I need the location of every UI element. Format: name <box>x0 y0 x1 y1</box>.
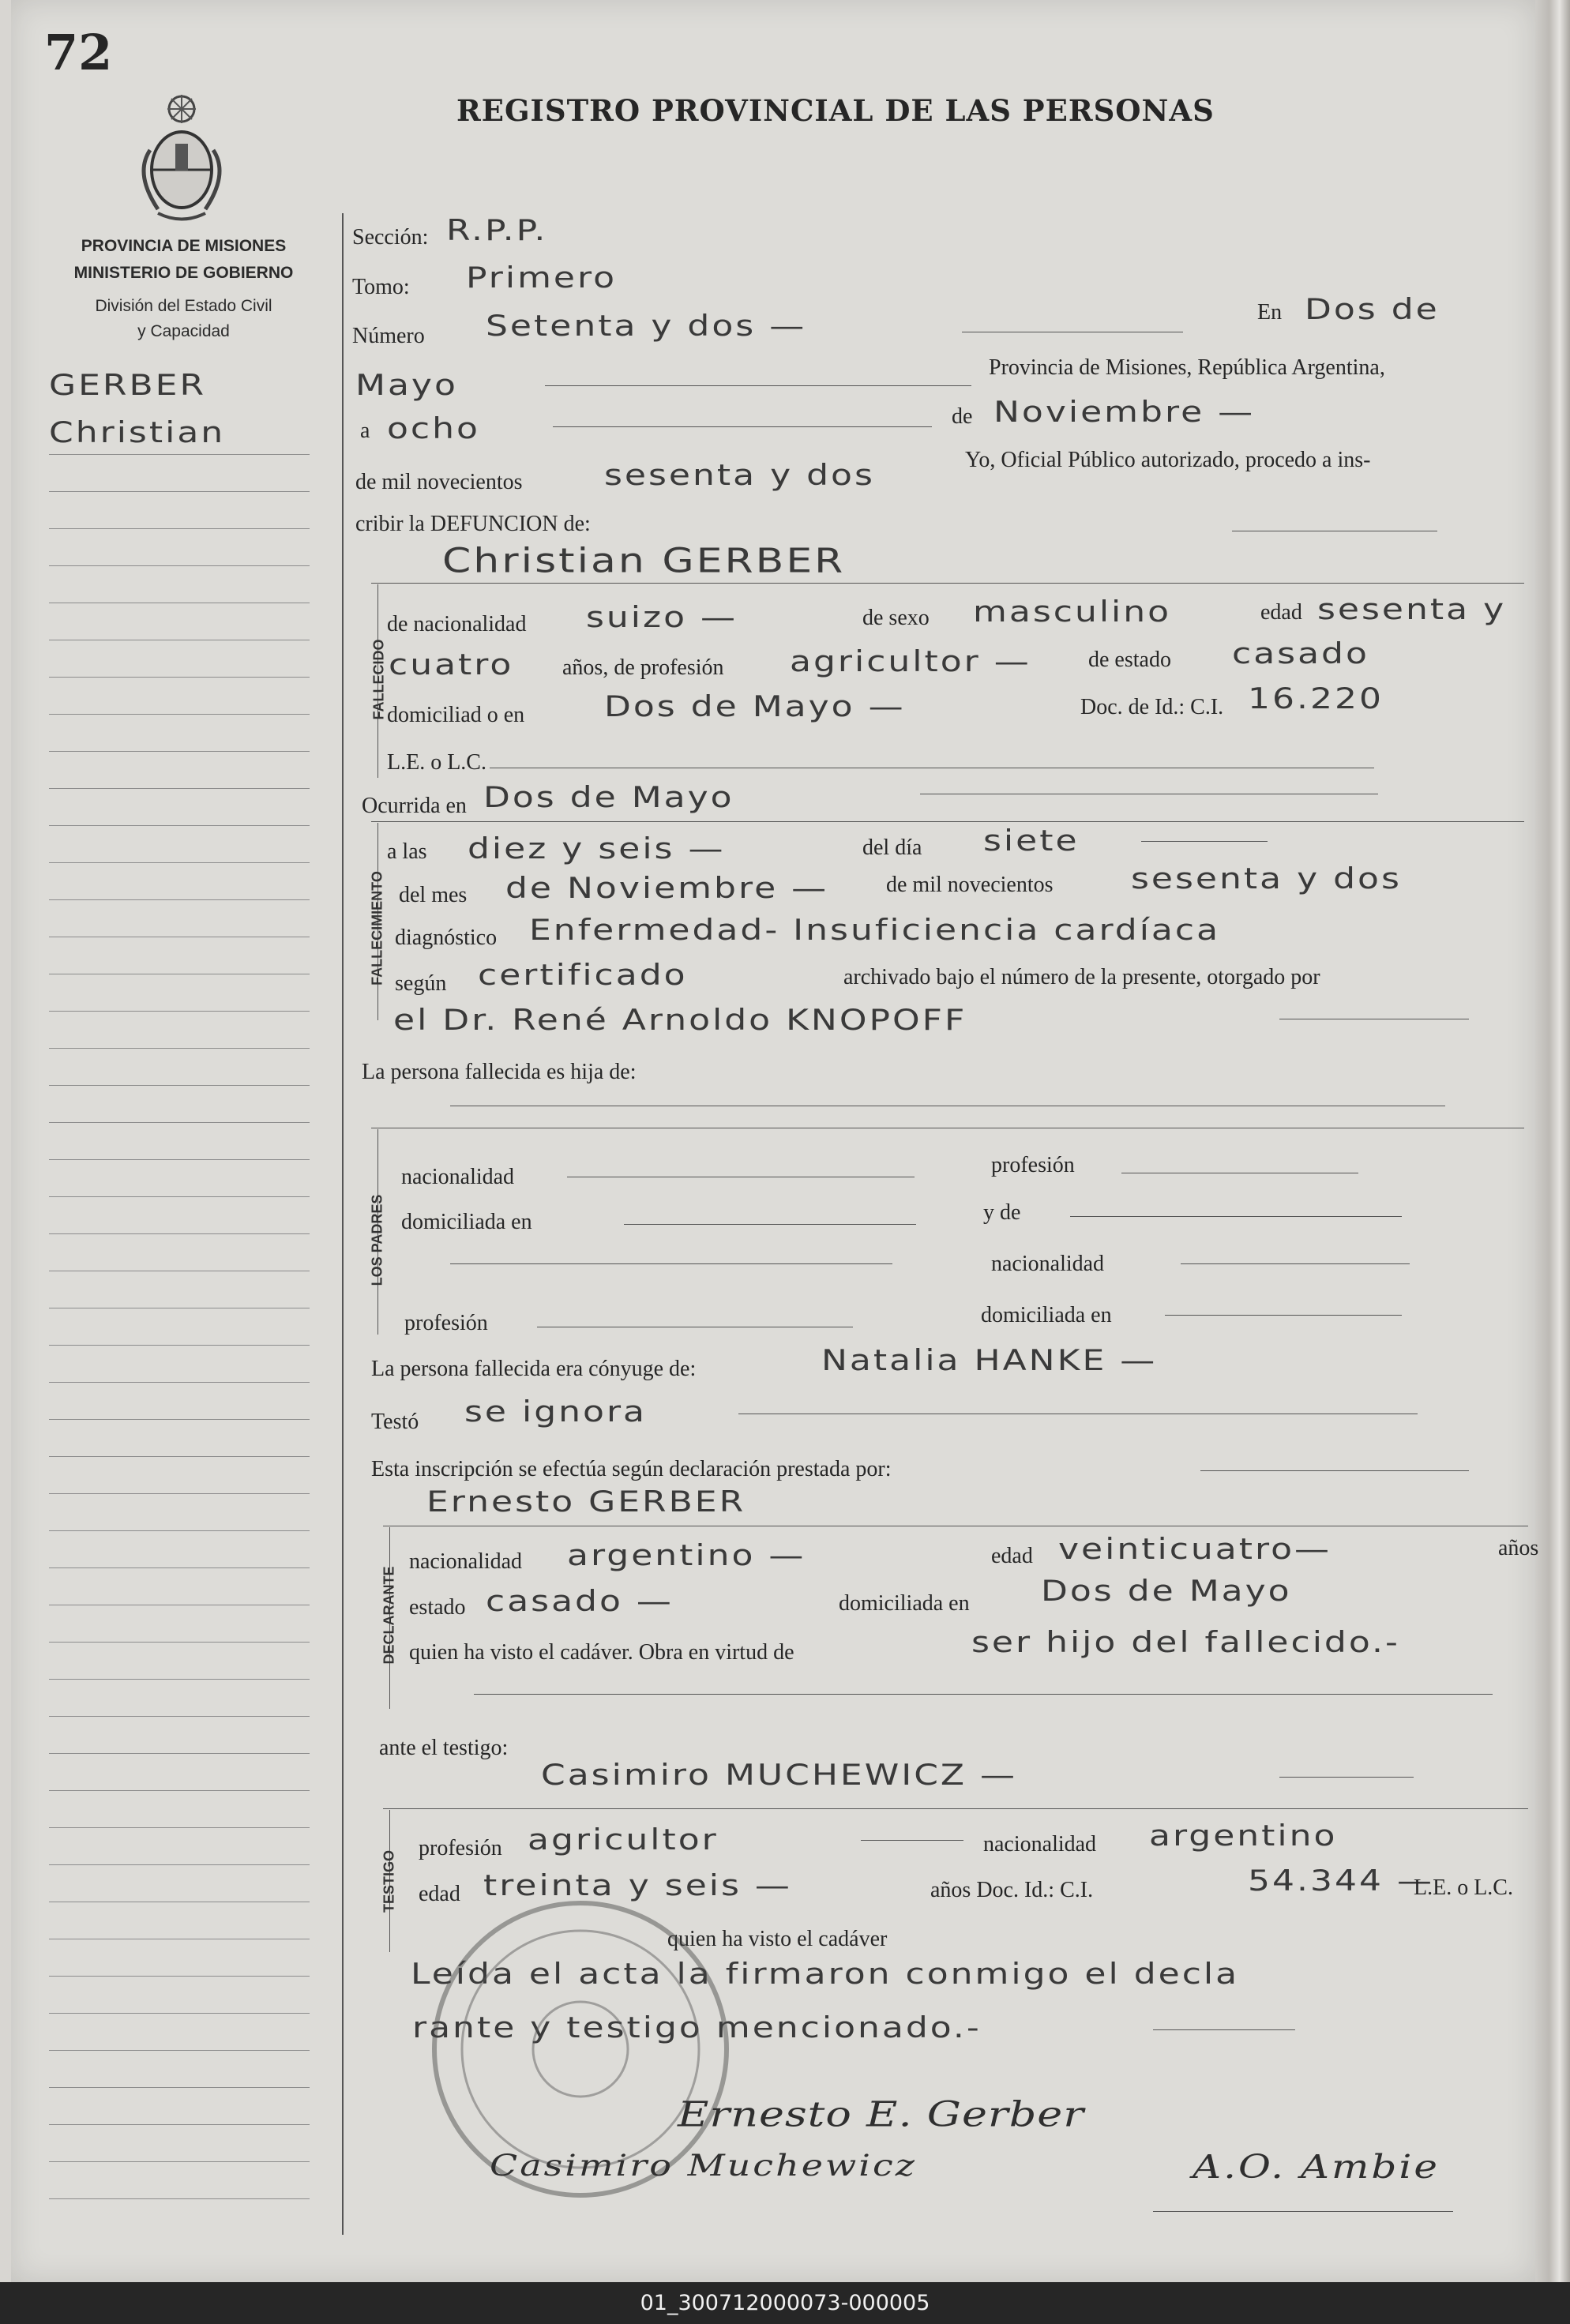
label-testo: Testó <box>371 1410 419 1434</box>
margin-rule-line <box>49 1085 310 1086</box>
margin-rule-line <box>49 1196 310 1197</box>
margin-rule-line <box>49 1048 310 1049</box>
margin-rule-line <box>49 1530 310 1531</box>
label-del-mes: del mes <box>399 883 468 907</box>
division-label-2: y Capacidad <box>137 322 230 340</box>
value-anio: sesenta y dos <box>1131 862 1402 895</box>
label-anos-declarante: años <box>1498 1536 1539 1560</box>
label-profesion-madre: profesión <box>404 1311 488 1335</box>
margin-rule-line <box>49 1419 310 1420</box>
value-declarante-name: Ernesto GERBER <box>426 1485 746 1519</box>
signature-declarante: Ernesto E. Gerber <box>678 2093 1085 2134</box>
label-anos-doc-testigo: años Doc. Id.: C.I. <box>930 1878 1094 1902</box>
province-label: PROVINCIA DE MISIONES <box>81 237 287 255</box>
label-conyuge: La persona fallecida era cónyuge de: <box>371 1357 697 1381</box>
margin-rule-line <box>49 899 310 900</box>
label-declaracion: Esta inscripción se efectúa según declaración prestada por: <box>371 1457 892 1481</box>
label-diagnostico: diagnóstico <box>395 925 498 950</box>
value-ocurrida: Dos de Mayo <box>483 781 734 814</box>
margin-rule-line <box>49 2124 310 2125</box>
value-nacionalidad: suizo — <box>586 601 738 634</box>
margin-surname: GERBER <box>49 369 207 402</box>
margin-rule-line <box>49 788 310 789</box>
label-doc-id: Doc. de Id.: C.I. <box>1080 695 1224 719</box>
margin-rule-line <box>49 2050 310 2051</box>
label-domiciliada-declarante: domiciliada en <box>839 1591 970 1616</box>
signature-testigo: Casimiro Muchewicz <box>490 2147 917 2183</box>
value-testigo-name: Casimiro MUCHEWICZ — <box>541 1759 1018 1792</box>
margin-rule-line <box>49 714 310 715</box>
margin-rule-line <box>49 2013 310 2014</box>
registry-title: REGISTRO PROVINCIAL DE LAS PERSONAS <box>456 93 1215 128</box>
margin-rule-line <box>49 1456 310 1457</box>
margin-rule-line <box>49 1567 310 1568</box>
margin-rule-line <box>49 751 310 752</box>
label-oficial: Yo, Oficial Público autorizado, procedo a ins- <box>965 448 1371 472</box>
label-nacionalidad-declarante: nacionalidad <box>409 1549 523 1574</box>
value-conyuge: Natalia HANKE — <box>821 1344 1158 1377</box>
margin-rule-line <box>49 1864 310 1865</box>
value-diagnostico: Enfermedad- Insuficiencia cardíaca <box>529 914 1221 947</box>
value-domicilio-declarante: Dos de Mayo <box>1041 1575 1292 1608</box>
value-edad-2: cuatro <box>389 648 514 681</box>
label-nacionalidad-testigo: nacionalidad <box>983 1832 1097 1857</box>
margin-rule-line <box>49 528 310 529</box>
margin-given-name: Christian <box>49 416 226 449</box>
label-mil-novecientos: de mil novecientos <box>355 470 523 494</box>
value-mes: de Noviembre — <box>505 872 829 905</box>
label-tomo: Tomo: <box>352 275 410 299</box>
value-medico: el Dr. René Arnoldo KNOPOFF <box>393 1004 967 1037</box>
section-testigo: TESTIGO <box>381 1850 397 1913</box>
margin-rule-line <box>49 862 310 863</box>
label-a-las: a las <box>387 839 427 864</box>
label-hija-de: La persona fallecida es hija de: <box>362 1060 637 1084</box>
value-nacionalidad-declarante: argentino — <box>567 1539 806 1572</box>
margin-rule-line <box>49 1011 310 1012</box>
margin-rule-line <box>49 454 310 455</box>
label-le-lc-testigo: L.E. o L.C. <box>1414 1875 1513 1900</box>
label-province-country: Provincia de Misiones, República Argentina, <box>989 355 1385 380</box>
value-estado-declarante: casado — <box>486 1585 674 1618</box>
label-domicilio: domiciliad o en <box>387 703 525 727</box>
label-nacionalidad: de nacionalidad <box>387 612 527 636</box>
value-estado: casado <box>1232 637 1369 670</box>
margin-rule-line <box>49 677 310 678</box>
margin-rule-line <box>49 1493 310 1494</box>
value-hora: diez y seis — <box>468 832 726 865</box>
label-edad-declarante: edad <box>991 1544 1033 1568</box>
value-tomo: Primero <box>466 261 618 295</box>
value-year: sesenta y dos <box>604 459 875 492</box>
value-profesion-testigo: agricultor <box>528 1823 719 1857</box>
page-number: 72 <box>44 24 113 81</box>
value-place-1: Dos de <box>1305 293 1440 326</box>
division-label: División del Estado Civil <box>95 297 272 315</box>
label-archivado: archivado bajo el número de la presente, otorgado por <box>843 965 1320 989</box>
label-mil-novecientos-2: de mil novecientos <box>886 873 1054 897</box>
margin-rule-line <box>49 1345 310 1346</box>
label-inscribir: cribir la DEFUNCION de: <box>355 512 591 536</box>
label-le-lc: L.E. o L.C. <box>387 750 486 775</box>
coat-of-arms-icon <box>134 95 229 225</box>
label-visto-testigo: quien ha visto el cadáver <box>667 1927 888 1951</box>
value-doc-id: 16.220 <box>1248 682 1384 715</box>
label-profesion-padre: profesión <box>991 1153 1075 1177</box>
margin-rule-line <box>49 1233 310 1234</box>
value-sexo: masculino <box>973 595 1172 629</box>
margin-rule-line <box>49 1716 310 1717</box>
section-declarante: DECLARANTE <box>381 1566 397 1665</box>
value-day: ocho <box>387 412 480 445</box>
label-ocurrida: Ocurrida en <box>362 794 467 818</box>
label-del-dia: del día <box>862 835 922 860</box>
section-fallecido: FALLECIDO <box>370 639 387 720</box>
label-domiciliada-padre: domiciliada en <box>401 1210 532 1234</box>
label-en: En <box>1257 300 1283 325</box>
label-profesion-testigo: profesión <box>419 1836 502 1860</box>
margin-rule-line <box>49 2198 310 2199</box>
margin-rule-line <box>49 1976 310 1977</box>
label-sexo: de sexo <box>862 606 930 630</box>
margin-rule-line <box>49 1753 310 1754</box>
margin-rule-line <box>49 1790 310 1791</box>
value-seccion: R.P.P. <box>446 214 548 247</box>
label-nacionalidad-padre: nacionalidad <box>401 1165 515 1189</box>
value-profesion: agricultor — <box>790 645 1031 678</box>
value-deceased-name: Christian GERBER <box>442 541 846 580</box>
label-numero: Número <box>352 324 425 348</box>
value-edad-testigo: treinta y seis — <box>483 1869 792 1902</box>
margin-rule-line <box>49 2087 310 2088</box>
value-closing-2: rante y testigo mencionado.- <box>412 2011 982 2044</box>
section-los-padres: LOS PADRES <box>369 1194 385 1286</box>
value-place-2: Mayo <box>355 369 458 402</box>
label-domiciliada-madre: domiciliada en <box>981 1303 1112 1327</box>
label-edad-testigo: edad <box>419 1882 460 1906</box>
margin-rule-line <box>49 2161 310 2162</box>
value-doc-testigo: 54.344 — <box>1248 1864 1434 1898</box>
label-edad: edad <box>1260 600 1302 625</box>
label-de: de <box>952 404 973 429</box>
label-y-de: y de <box>983 1200 1021 1225</box>
margin-divider <box>342 213 344 2235</box>
label-a: a <box>360 419 370 443</box>
margin-rule-line <box>49 1679 310 1680</box>
signature-oficial: A.O. Ambie <box>1193 2148 1440 2186</box>
value-closing-1: Leída el acta la firmaron conmigo el decla <box>411 1958 1240 1991</box>
value-domicilio: Dos de Mayo — <box>604 690 906 723</box>
book-edge <box>1535 0 1570 2282</box>
value-vinculo: ser hijo del fallecido.- <box>971 1626 1400 1659</box>
margin-rule-line <box>49 825 310 826</box>
margin-rule-line <box>49 1382 310 1383</box>
image-filename: 01_300712000073-000005 <box>0 2282 1570 2324</box>
label-segun: según <box>395 971 447 996</box>
margin-rule-line <box>49 491 310 492</box>
margin-rule-line <box>49 565 310 566</box>
label-nacionalidad-madre: nacionalidad <box>991 1252 1105 1276</box>
label-estado: de estado <box>1088 648 1171 672</box>
label-quien-visto: quien ha visto el cadáver. Obra en virtud de <box>409 1640 794 1665</box>
margin-rule-line <box>49 1827 310 1828</box>
value-dia: siete <box>983 824 1080 858</box>
label-anos-profesion: años, de profesión <box>562 655 724 680</box>
value-certificado: certificado <box>478 959 688 992</box>
value-edad-declarante: veinticuatro— <box>1058 1533 1332 1566</box>
ministry-label: MINISTERIO DE GOBIERNO <box>73 264 294 282</box>
value-numero: Setenta y dos — <box>486 310 807 343</box>
label-seccion: Sección: <box>352 225 429 250</box>
margin-rule-line <box>49 1122 310 1123</box>
label-ante-testigo: ante el testigo: <box>379 1736 509 1760</box>
value-edad-1: sesenta y <box>1317 593 1507 626</box>
value-testo: se ignora <box>464 1395 647 1429</box>
label-estado-declarante: estado <box>409 1595 466 1620</box>
value-nacionalidad-testigo: argentino <box>1149 1819 1338 1853</box>
margin-rule-line <box>49 1642 310 1643</box>
value-month: Noviembre — <box>993 396 1256 429</box>
margin-rule-line <box>49 1159 310 1160</box>
section-fallecimiento: FALLECIMIENTO <box>369 871 385 986</box>
